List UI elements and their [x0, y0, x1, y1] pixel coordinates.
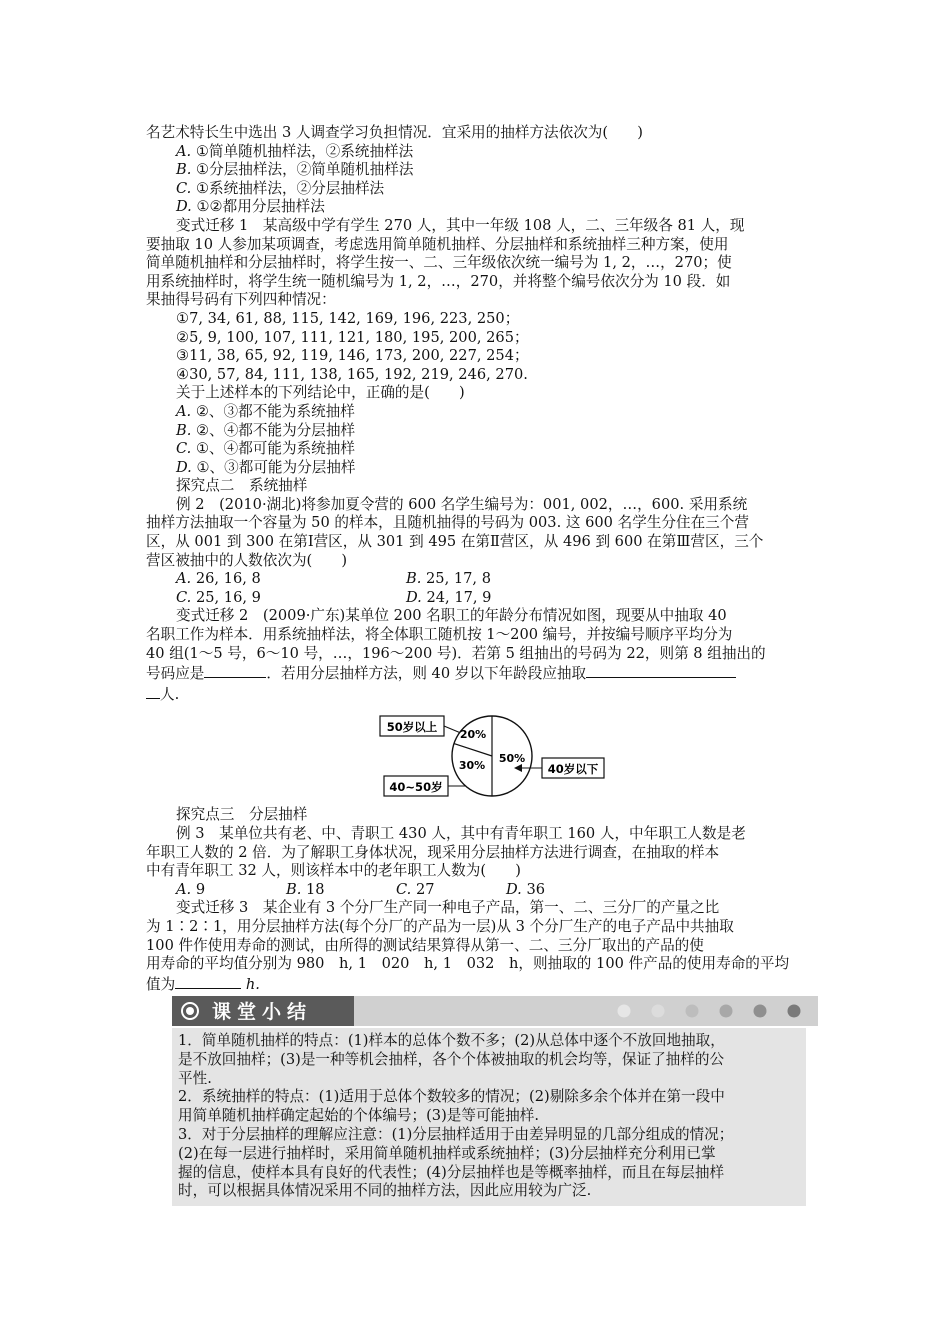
variant1-line: 要抽取 10 人参加某项调查，考虑选用简单随机抽样、分层抽样和系统抽样三种方案，使用 [146, 235, 729, 253]
options-row [146, 881, 806, 900]
decor-dot [754, 1005, 767, 1018]
variant2-line: 人. [146, 684, 806, 705]
option-c: C. 27 [396, 880, 435, 898]
decor-dot [788, 1005, 801, 1018]
options-row [146, 589, 806, 608]
options-row [146, 570, 806, 589]
option-c: C. ①系统抽样法，②分层抽样法 [176, 179, 385, 197]
variant1-line: 简单随机抽样和分层抽样时，将学生按一、二、三年级依次统一编号为 1, 2，…，270；使 [146, 254, 732, 272]
decor-dot [618, 1005, 631, 1018]
option-a: A. 26, 16, 8 [176, 570, 261, 588]
bullet-icon-dot [186, 1007, 194, 1015]
section-title: 探究点二 系统抽样 [176, 477, 308, 495]
summary-line: (2)在每一层进行抽样时，采用简单随机抽样或系统抽样；(3)分层抽样充分利用已掌 [178, 1144, 716, 1162]
summary-line: 3．对于分层抽样的理解应注意：(1)分层抽样适用于由差异明显的几部分组成的情况； [178, 1125, 734, 1143]
variant2-line: 40 组(1～5 号，6～10 号，…，196～200 号)．若第 5 组抽出的号码为 22，则第 8 组抽出的 [146, 644, 766, 662]
example2-line: 营区被抽中的人数依次为( ) [146, 551, 348, 569]
example2-line: 抽样方法抽取一个容量为 50 的样本，且随机抽得的号码为 003. 这 600 名学生分住在三个营 [146, 514, 749, 532]
summary-line: 1．简单随机抽样的特点：(1)样本的总体个数不多；(2)从总体中逐个不放回地抽取， [178, 1032, 725, 1049]
variant3-line: 变式迁移 3 某企业有 3 个分厂生产同一种电子产品，第一、二、三分厂的产量之比 [176, 899, 720, 917]
option-d: D. 36 [506, 880, 546, 898]
variant1-line: 用系统抽样时，将学生统一随机编号为 1, 2，…，270，并将整个编号依次分为 10 段．如 [146, 272, 731, 290]
summary-line: 2．系统抽样的特点：(1)适用于总体个数较多的情况；(2)剔除多余个体并在第一段中 [178, 1088, 725, 1106]
summary-box [172, 1028, 806, 1206]
main-content [146, 124, 806, 994]
option-c: C. ①、④都可能为系统抽样 [176, 440, 355, 458]
variant3-line: 值为 h. [146, 975, 260, 993]
option-b: B. 18 [286, 880, 325, 898]
decor-dot [652, 1005, 665, 1018]
summary-line: 时，可以根据具体情况采用不同的抽样方法，因此应用较为广泛. [178, 1182, 592, 1200]
answer-blank [146, 684, 160, 699]
option-b: B. ①分层抽样法，②简单随机抽样法 [176, 161, 414, 179]
variant1-line: 变式迁移 1 某高级中学有学生 270 人，其中一年级 108 人，二、三年级各 81 人，现 [176, 216, 745, 234]
label-between: 40~50岁 [389, 780, 443, 795]
pie-figure [146, 710, 806, 802]
answer-blank [586, 663, 736, 678]
variant1-case: ③11, 38, 65, 92, 119, 146, 173, 200, 227, 254； [176, 347, 529, 365]
summary-line: 用简单随机抽样确定起始的个体编号；(3)是等可能抽样. [178, 1107, 539, 1125]
option-d: D. 24, 17, 9 [406, 588, 492, 606]
variant3-line: 为 1∶2∶1，用分层抽样方法(每个分厂的产品为一层)从 3 个分厂生产的电子产品中共抽取 [146, 917, 734, 935]
option-c: C. 25, 16, 9 [176, 588, 261, 606]
variant1-line: 果抽得号码有下列四种情况： [146, 291, 336, 309]
option-d: D. ①、③都可能为分层抽样 [176, 458, 356, 476]
option-b: B. 25, 17, 8 [406, 570, 491, 588]
summary-line: 平性. [178, 1069, 212, 1087]
example3-line: 中有青年职工 32 人，则该样本中的老年职工人数为( ) [146, 862, 521, 880]
option-a: A. ①简单随机抽样法，②系统抽样法 [176, 142, 414, 160]
slice-label-below40: 50% [498, 752, 526, 766]
pie-chart [378, 710, 608, 802]
option-b: B. ②、④都不能为分层抽样 [176, 421, 356, 439]
example3-line: 年职工人数的 2 倍．为了解职工身体状况，现采用分层抽样方法进行调查，在抽取的样本 [146, 843, 720, 861]
variant3-line: 100 件作使用寿命的测试，由所得的测试结果算得从第一、二、三分厂取出的产品的使 [146, 936, 704, 954]
section-title: 探究点三 分层抽样 [176, 806, 308, 824]
summary-line: 握的信息，使样本具有良好的代表性；(4)分层抽样也是等概率抽样，而且在每层抽样 [178, 1163, 725, 1181]
variant1-case: ②5, 9, 100, 107, 111, 121, 180, 195, 200, 265； [176, 328, 529, 346]
answer-blank [204, 663, 266, 678]
variant1-case: ①7, 34, 61, 88, 115, 142, 169, 196, 223, 250； [176, 309, 520, 327]
variant2-line: 名职工作为样本．用系统抽样法，将全体职工随机按 1～200 编号，并按编号顺序平均分为 [146, 626, 733, 644]
decor-dot [686, 1005, 699, 1018]
variant1-question: 关于上述样本的下列结论中，正确的是( ) [176, 384, 465, 402]
option-d: D. ①②都用分层抽样法 [176, 198, 325, 216]
summary-header [172, 996, 818, 1026]
answer-blank [175, 974, 241, 989]
example3-line: 例 3 某单位共有老、中、青职工 430 人，其中有青年职工 160 人，中年职工人数是老 [176, 825, 746, 842]
variant1-case: ④30, 57, 84, 111, 138, 165, 192, 219, 246, 270. [176, 365, 528, 383]
slice-label-between: 30% [458, 759, 486, 773]
variant3-line: 用寿命的平均值分别为 980 h, 1 020 h, 1 032 h，则抽取的 100 件产品的使用寿命的平均 [146, 955, 790, 973]
option-a: A. ②、③都不能为系统抽样 [176, 402, 355, 420]
decor-dot [720, 1005, 733, 1018]
text-line: 名艺术特长生中选出 3 人调查学习负担情况．宜采用的抽样方法依次为( ) [146, 124, 643, 141]
option-a: A. 9 [176, 880, 206, 898]
summary-title: 课堂小结 [212, 1001, 313, 1023]
slice-label-above50: 20% [459, 728, 487, 742]
summary-line: 是不放回抽样；(3)是一种等机会抽样，各个个体被抽取的机会均等，保证了抽样的公 [178, 1050, 725, 1068]
variant2-line: 号码应是 ．若用分层抽样方法，则 40 岁以下年龄段应抽取 [146, 663, 806, 684]
label-below40: 40岁以下 [547, 762, 599, 777]
example2-line: 区，从 001 到 300 在第Ⅰ营区，从 301 到 495 在第Ⅱ营区，从 496 到 600 在第Ⅲ营区，三个 [146, 533, 764, 551]
example2-line: 例 2 (2010·湖北)将参加夏令营的 600 名学生编号为：001, 002，…，600. 采用系统 [176, 495, 748, 513]
label-above50: 50岁以上 [386, 720, 438, 735]
variant2-line: 变式迁移 2 (2009·广东)某单位 200 名职工的年龄分布情况如图，现要从中抽取 40 [176, 607, 727, 625]
